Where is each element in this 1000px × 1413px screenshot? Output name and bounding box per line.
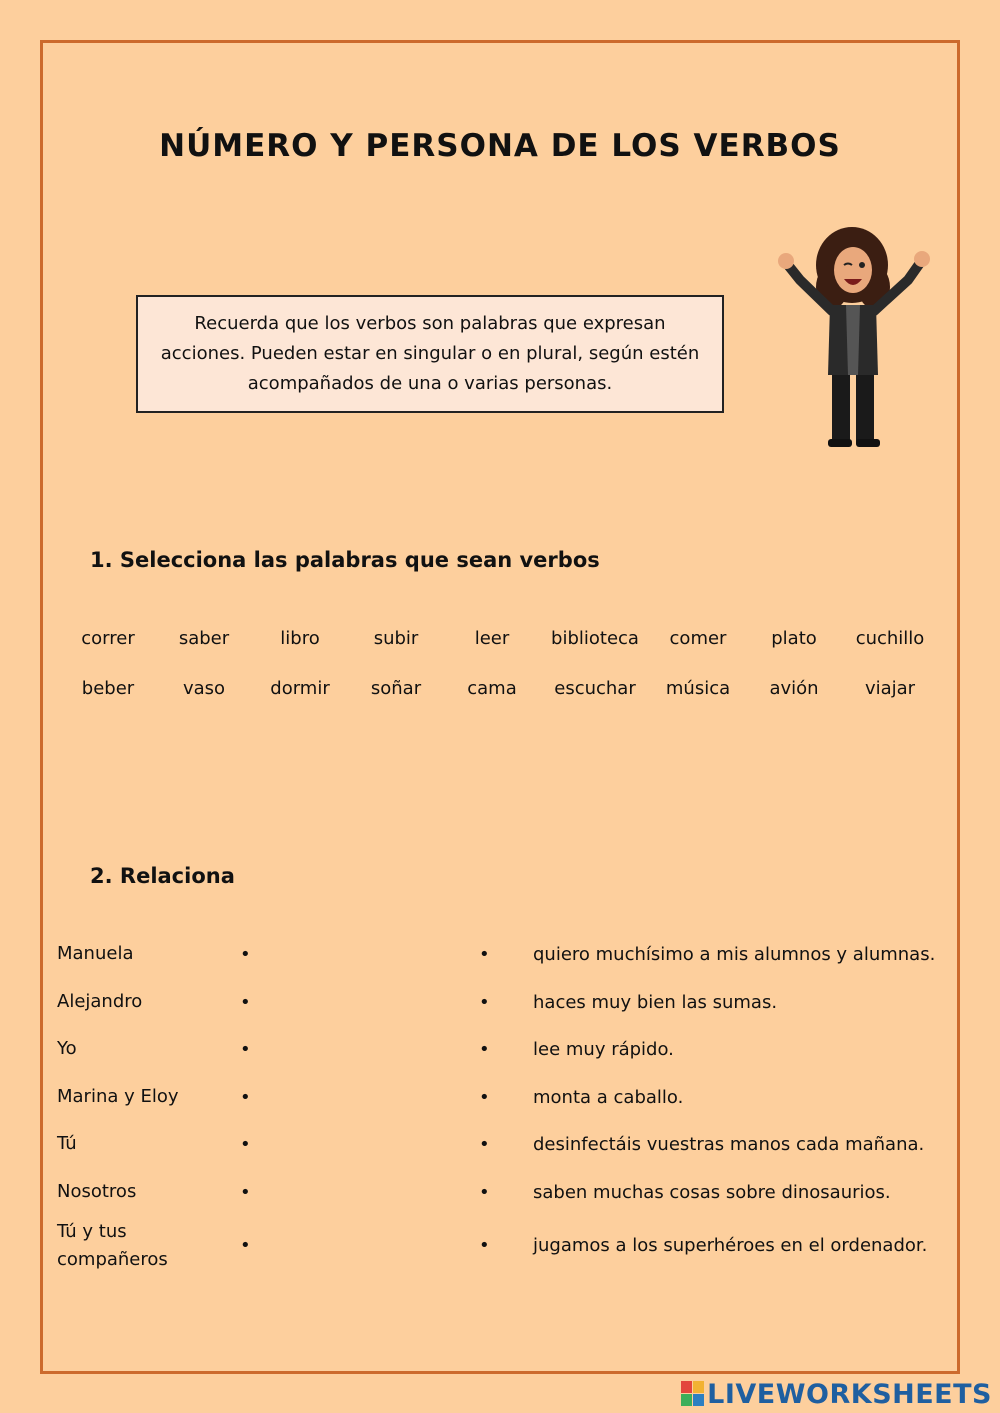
word-option[interactable]: avión <box>769 678 819 699</box>
word-option[interactable]: saber <box>178 628 230 649</box>
word-option[interactable]: biblioteca <box>551 628 639 649</box>
match-right-dot[interactable]: • <box>479 944 490 965</box>
footer-brand-text: LIVEWORKSHEETS <box>707 1378 992 1410</box>
liveworksheets-logo-icon <box>681 1381 705 1407</box>
teacher-avatar-image <box>770 225 935 455</box>
match-sentence: lee muy rápido. <box>533 1039 674 1060</box>
match-right-dot[interactable]: • <box>479 1182 490 1203</box>
word-option[interactable]: plato <box>771 628 817 649</box>
word-option[interactable]: soñar <box>370 678 422 699</box>
exercise1-title: 1. Selecciona las palabras que sean verbos <box>90 548 600 572</box>
match-sentence: haces muy bien las sumas. <box>533 992 778 1013</box>
reminder-note-box <box>136 295 724 413</box>
match-right-dot[interactable]: • <box>479 1039 490 1060</box>
match-left-dot[interactable]: • <box>240 1087 251 1108</box>
match-right-dot[interactable]: • <box>479 1134 490 1155</box>
match-right-dot[interactable]: • <box>479 1087 490 1108</box>
reminder-note-text: Recuerda que los verbos son palabras que expresan acciones. Pueden estar en singular o en plural, según estén acompañados de una o varias personas. <box>160 313 700 394</box>
word-option[interactable]: beber <box>81 678 135 699</box>
match-left-dot[interactable]: • <box>240 1182 251 1203</box>
word-option[interactable]: escuchar <box>554 678 636 699</box>
word-option[interactable]: dormir <box>270 678 330 699</box>
match-left-dot[interactable]: • <box>240 992 251 1013</box>
match-subject-label: Tú y tus compañeros <box>57 1221 168 1270</box>
match-sentence: saben muchas cosas sobre dinosaurios. <box>533 1182 891 1203</box>
word-option[interactable]: vaso <box>182 678 226 699</box>
word-option[interactable]: libro <box>280 628 320 649</box>
match-sentence: jugamos a los superhéroes en el ordenador. <box>533 1235 928 1256</box>
match-sentence: monta a caballo. <box>533 1087 684 1108</box>
match-right-dot[interactable]: • <box>479 992 490 1013</box>
word-option[interactable]: comer <box>669 628 727 649</box>
footer-branding <box>681 1375 992 1413</box>
match-right-dot[interactable]: • <box>479 1235 490 1256</box>
match-subject-label: Nosotros <box>57 1181 137 1202</box>
match-subject-label: Alejandro <box>57 991 143 1012</box>
word-option[interactable]: música <box>665 678 731 699</box>
match-left-dot[interactable]: • <box>240 944 251 965</box>
exercise2-title: 2. Relaciona <box>90 864 235 888</box>
match-subject-label: Yo <box>57 1038 77 1059</box>
match-subject-label: Manuela <box>57 943 134 964</box>
word-option[interactable]: cama <box>467 678 517 699</box>
word-option[interactable]: correr <box>81 628 135 649</box>
word-option[interactable]: cuchillo <box>855 628 925 649</box>
match-left-dot[interactable]: • <box>240 1134 251 1155</box>
match-sentence: quiero muchísimo a mis alumnos y alumnas. <box>533 944 936 965</box>
match-left-dot[interactable]: • <box>240 1235 251 1256</box>
match-sentence: desinfectáis vuestras manos cada mañana. <box>533 1134 925 1155</box>
page-title: NÚMERO Y PERSONA DE LOS VERBOS <box>159 128 841 164</box>
word-option[interactable]: subir <box>373 628 419 649</box>
word-option[interactable]: leer <box>474 628 510 649</box>
match-subject-label: Tú <box>57 1133 77 1154</box>
match-subject-label: Marina y Eloy <box>57 1086 179 1107</box>
match-left-dot[interactable]: • <box>240 1039 251 1060</box>
word-option[interactable]: viajar <box>864 678 916 699</box>
